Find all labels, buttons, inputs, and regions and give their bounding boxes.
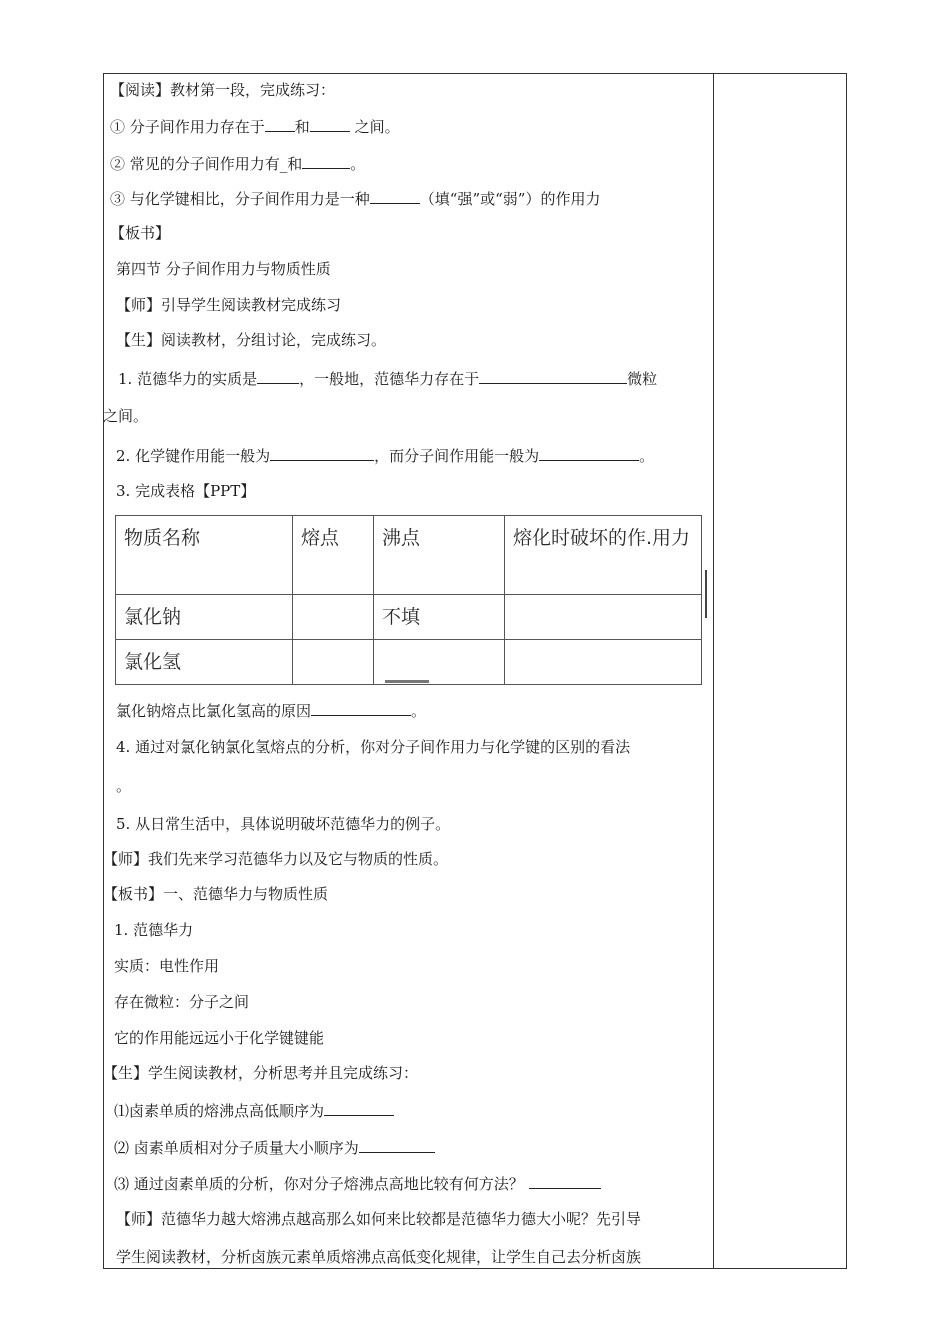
cell-hcl-force: [505, 640, 702, 685]
vdw-title: 1. 范德华力: [114, 921, 194, 939]
cell-hcl-name: 氯化氢: [116, 640, 293, 685]
question-5: 5. 从日常生活中，具体说明破坏范德华力的例子。: [116, 815, 451, 833]
header-boiling-point: 沸点: [374, 516, 505, 595]
teacher-line-3: 【师】范德华力越大熔沸点越高那么如何来比较都是范德华力德大小呢？先引导: [116, 1210, 642, 1228]
teacher-line-3-cont: 学生阅读教材，分析卤族元素单质熔沸点高低变化规律，让学生自己去分析卤族: [116, 1248, 642, 1266]
cell-nacl-mp: [293, 595, 374, 640]
vdw-energy: 它的作用能远远小于化学键键能: [114, 1029, 325, 1047]
header-force-broken: 熔化时破坏的作.用力: [505, 516, 702, 595]
vdw-essence: 实质：电性作用: [114, 957, 220, 975]
question-1: 1. 范德华力的实质是 ，一般地，范德华力存在于 微粒: [118, 367, 657, 389]
question-4-cont: 。: [116, 777, 132, 795]
question-2: 2. 化学键作用能一般为 ，而分子间作用能一般为 。: [116, 444, 654, 466]
student-line-2: 【生】学生阅读教材，分析思考并且完成练习：: [103, 1064, 419, 1082]
header-melting-point: 熔点: [293, 516, 374, 595]
vdw-particles: 存在微粒：分子之间: [114, 993, 250, 1011]
scan-artifact-line: [705, 570, 707, 618]
cell-hcl-bp: [374, 640, 505, 685]
halogen-q3: ⑶ 通过卤素单质的分析，你对分子熔沸点高地比较有何方法？: [114, 1172, 601, 1194]
scan-artifact-mark: [385, 680, 429, 683]
board-line-1: 【板书】一、范德华力与物质性质: [103, 885, 329, 903]
exercise-2: ② 常见的分子间作用力有_和 。: [110, 152, 365, 174]
ppt-table-image: [115, 515, 702, 679]
question-1-cont: 之间。: [103, 407, 149, 425]
board-heading: 【板书】: [110, 224, 171, 242]
cell-hcl-mp: [293, 640, 374, 685]
reading-heading: 【阅读】教材第一段，完成练习：: [110, 81, 336, 99]
question-3: 3. 完成表格【PPT】: [116, 482, 256, 500]
column-divider: [713, 73, 714, 1269]
nacl-hcl-reason: 氯化钠熔点比氯化氢高的原因 。: [116, 699, 426, 721]
halogen-q2: ⑵ 卤素单质相对分子质量大小顺序为: [114, 1136, 435, 1158]
section-title: 第四节 分子间作用力与物质性质: [116, 260, 331, 278]
student-line-1: 【生】阅读教材，分组讨论，完成练习。: [116, 331, 387, 349]
exercise-1: ① 分子间作用力存在于 和 之间。: [110, 115, 400, 137]
exercise-3: ③ 与化学键相比，分子间作用力是一种 （填“强”或“弱”）的作用力: [110, 187, 600, 209]
header-substance: 物质名称: [116, 516, 293, 595]
question-4: 4. 通过对氯化钠氯化氢熔点的分析，你对分子间作用力与化学键的区别的看法: [116, 738, 631, 756]
teacher-line-1: 【师】引导学生阅读教材完成练习: [116, 296, 342, 314]
teacher-line-2: 【师】我们先来学习范德华力以及它与物质的性质。: [103, 850, 449, 868]
cell-nacl-name: 氯化钠: [116, 595, 293, 640]
cell-nacl-bp: 不填: [374, 595, 505, 640]
halogen-q1: ⑴卤素单质的熔沸点高低顺序为: [114, 1099, 394, 1121]
cell-nacl-force: [505, 595, 702, 640]
